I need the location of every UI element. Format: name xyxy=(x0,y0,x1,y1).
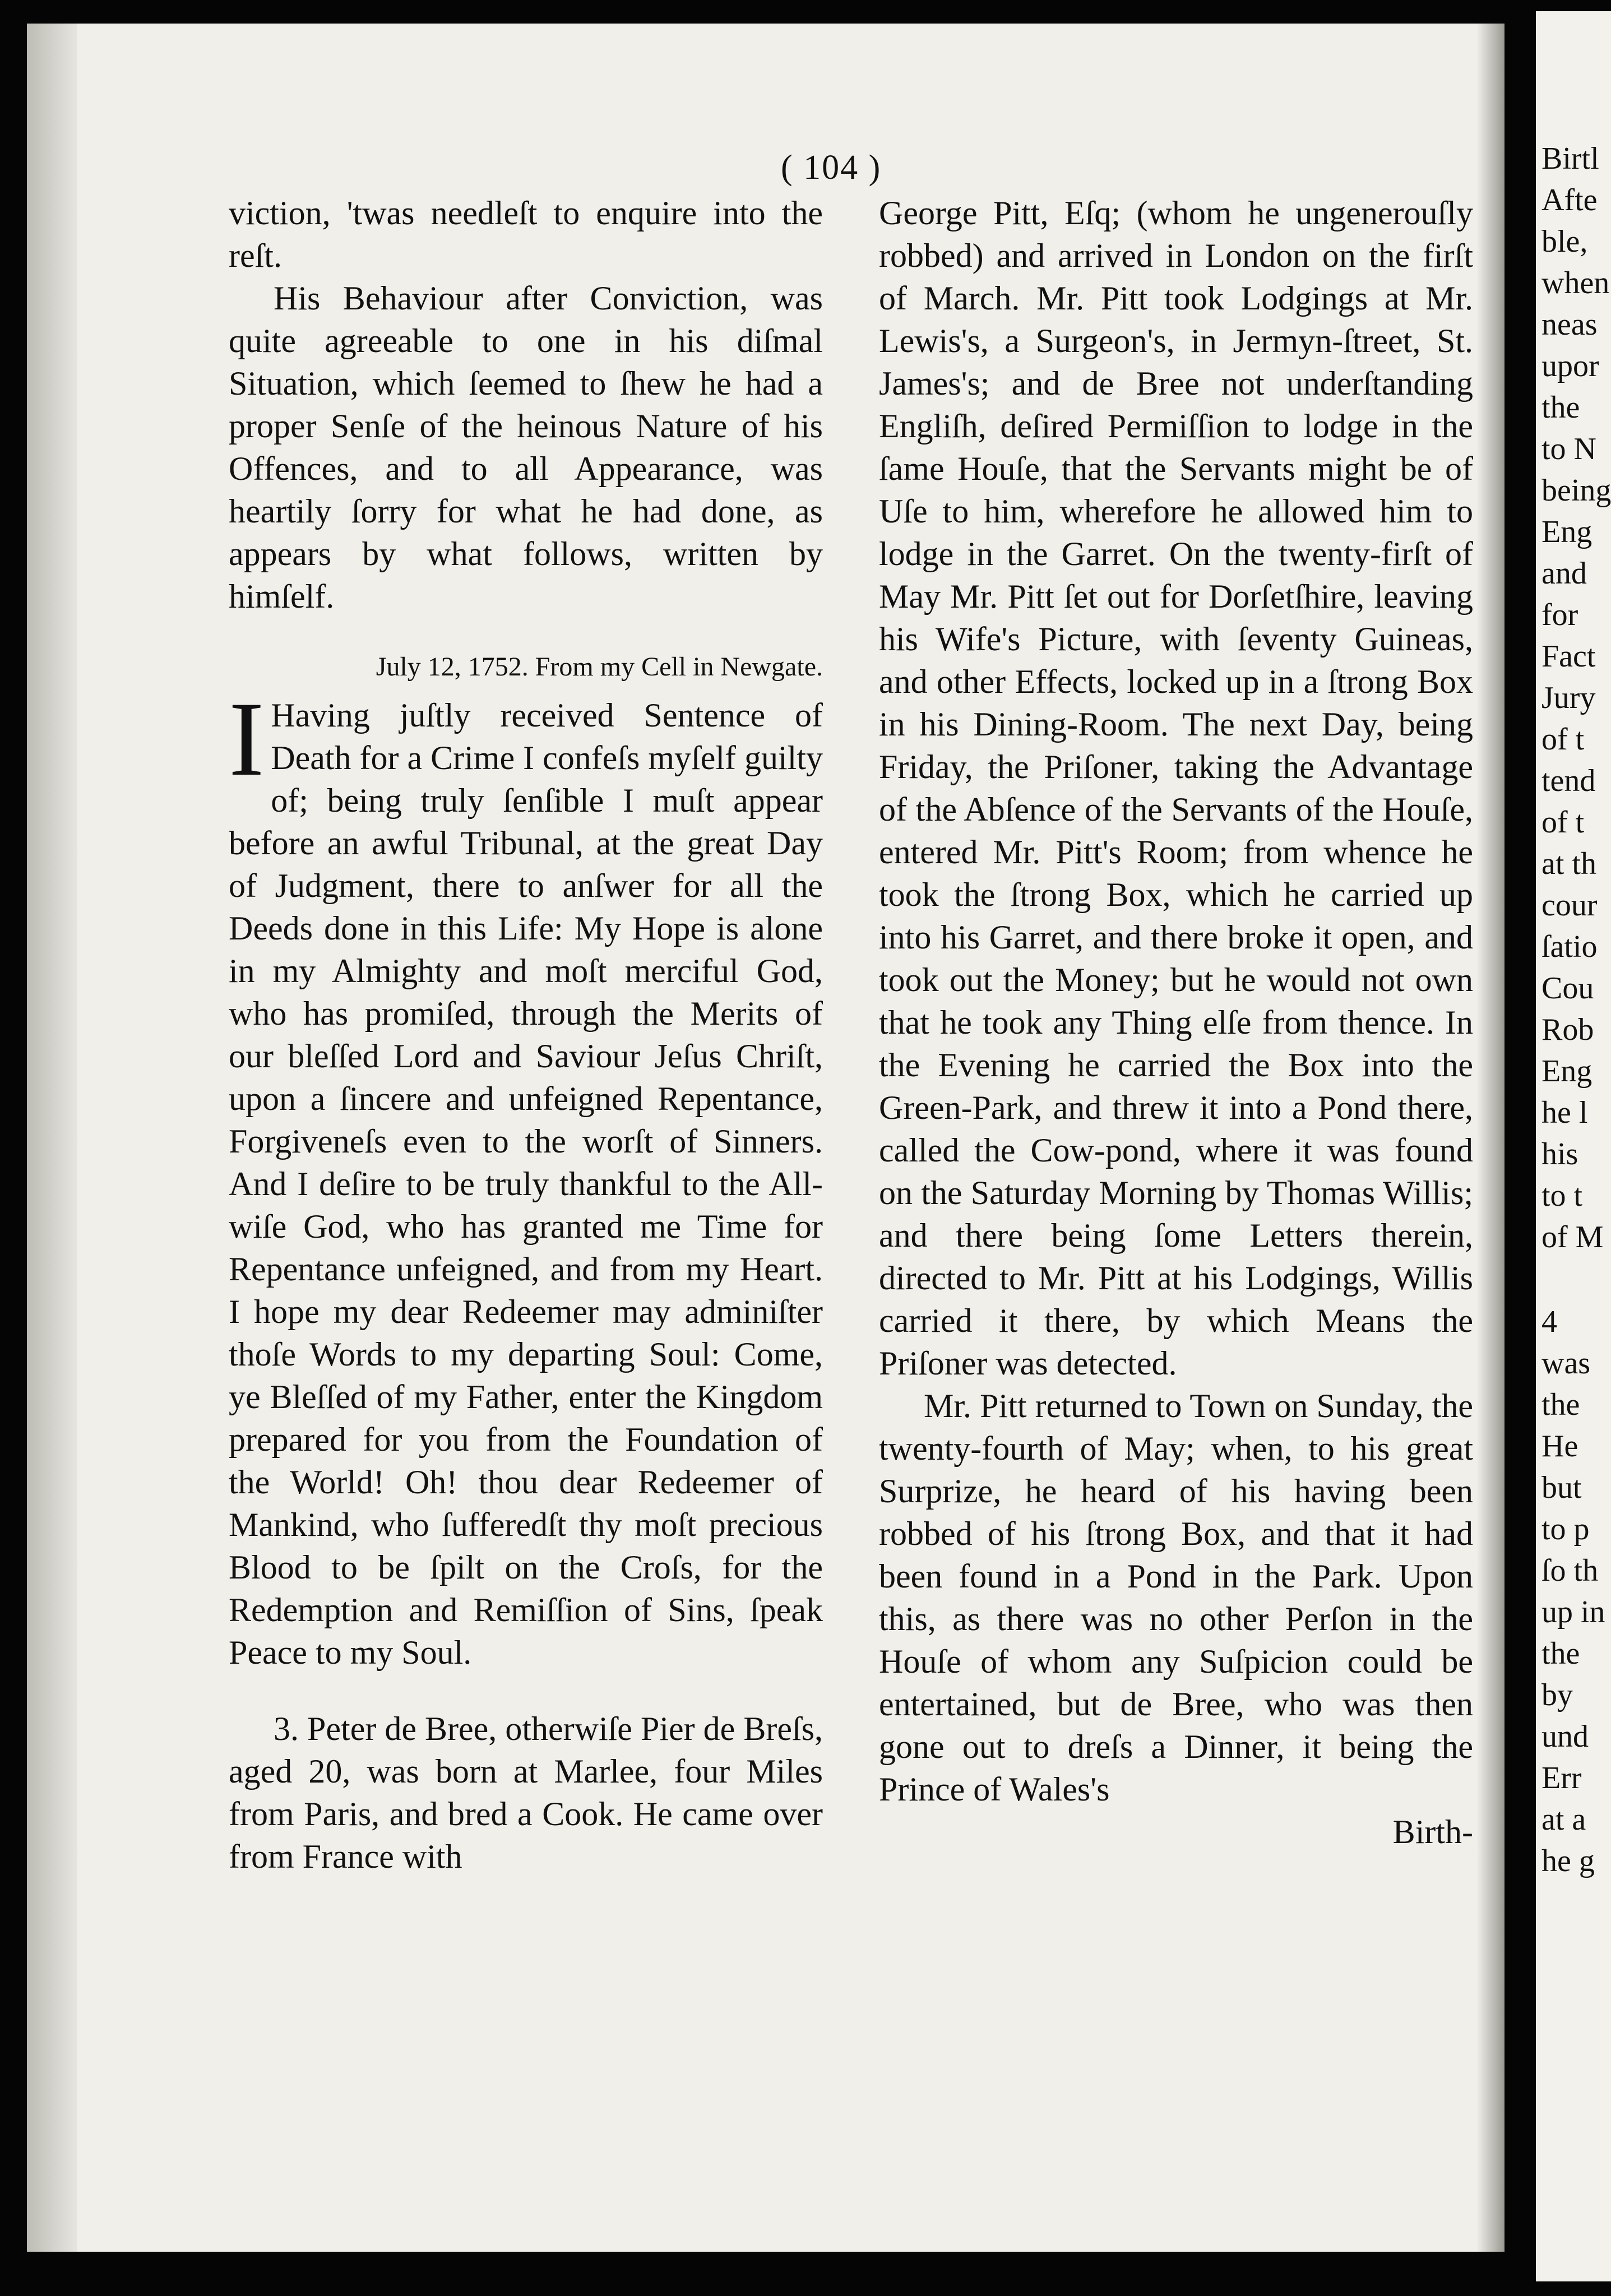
facing-text-fragment: being xyxy=(1541,473,1611,508)
facing-text-fragment: ble, xyxy=(1541,224,1588,259)
letter-body: IHaving juſtly received Sentence of Death for a Crime I confeſs myſelf guilty of; being truly ſenſible I muſt appear before an awful Tribunal, at the great Day of Judgment, there to anſwer for all the Deeds done in this Life: My Hope is alone in my Almighty and moſt merciful God, who has promiſed, through the Merits of our bleſſed Lord and Saviour Jeſus Chriſt, upon a ſincere and unfeigned Repentance, Forgiveneſs even to the worſt of Sinners. And I deſire to be truly thankful to the All-wiſe God, who has granted me Time for Repentance unfeigned, and from my Heart. I hope my dear Redeemer may adminiſter thoſe Words to my departing Soul: Come, ye Bleſſed of my Father, enter the Kingdom prepared for you from the Foundation of the World! Oh! thou dear Redeemer of Mankind, who ſufferedſt thy moſt precious Blood to be ſpilt on the Croſs, for the Redemption and Remiſſion of Sins, ſpeak Peace to my Soul. xyxy=(229,681,823,1671)
facing-text-fragment: the xyxy=(1541,1387,1580,1422)
left-text-column xyxy=(229,192,823,1878)
paragraph: His Behaviour after Conviction, was quite agreeable to one in his diſmal Situation, which ſeemed to ſhew he had a proper Senſe of the heinous Nature of his Offences, and to all Appearance, was heartily ſorry for what he had done, as appears by what follows, written by himſelf. xyxy=(229,280,823,615)
facing-text-fragment: Jury xyxy=(1541,681,1596,715)
facing-text-fragment: his xyxy=(1541,1137,1578,1172)
facing-text-fragment: 4 xyxy=(1541,1304,1557,1339)
facing-text-fragment: of t xyxy=(1541,722,1585,757)
paragraph: Mr. Pitt returned to Town on Sunday, the twenty-fourth of May; when, to his great Surprize, he heard of his having been robbed of his ſtrong Box, and that it had been found in a Pond in the Park. Upon this, as there was no other Perſon in the Houſe of whom any Suſpicion could be entertained, but de Bree, who was then gone out to dreſs a Dinner, it being the Prince of Wales's xyxy=(879,1387,1473,1808)
facing-text-fragment: ſo th xyxy=(1541,1553,1599,1588)
page-number: ( 104 ) xyxy=(781,149,882,187)
facing-text-fragment: upor xyxy=(1541,349,1599,383)
facing-text-fragment: for xyxy=(1541,598,1578,632)
facing-text-fragment: tend xyxy=(1541,763,1596,798)
facing-text-fragment: Cou xyxy=(1541,971,1594,1006)
facing-text-fragment: He xyxy=(1541,1429,1578,1464)
facing-text-fragment: Eng xyxy=(1541,515,1593,549)
facing-text-fragment: of M xyxy=(1541,1220,1604,1255)
facing-text-fragment: Afte xyxy=(1541,183,1598,217)
facing-text-fragment: by xyxy=(1541,1678,1573,1712)
facing-text-fragment: the xyxy=(1541,1636,1580,1671)
paragraph: 3. Peter de Bree, otherwiſe Pier de Breſs, aged 20, was born at Marlee, four Miles from Paris, and bred a Cook. He came over from France with xyxy=(229,1710,823,1875)
facing-text-fragment: Rob xyxy=(1541,1012,1594,1047)
facing-text-fragment: of t xyxy=(1541,805,1585,840)
facing-text-fragment: but xyxy=(1541,1470,1582,1505)
facing-text-fragment: at a xyxy=(1541,1802,1586,1837)
catchword: Birth- xyxy=(1392,1813,1473,1850)
facing-text-fragment: at th xyxy=(1541,846,1596,881)
facing-text-fragment: the xyxy=(1541,390,1580,425)
book-page xyxy=(27,24,1504,2252)
facing-text-fragment: Err xyxy=(1541,1761,1582,1795)
facing-text-fragment: Eng xyxy=(1541,1054,1593,1089)
facing-text-fragment: to t xyxy=(1541,1178,1583,1213)
facing-text-fragment: ſatio xyxy=(1541,929,1598,964)
facing-text-fragment: was xyxy=(1541,1346,1591,1381)
facing-text-fragment: up in xyxy=(1541,1595,1605,1630)
facing-text-fragment: cour xyxy=(1541,888,1598,923)
right-text-column xyxy=(879,192,1473,1853)
facing-page-strip xyxy=(1536,11,1611,2281)
letter-dateline: July 12, 1752. From my Cell in Newgate. xyxy=(376,652,823,682)
facing-text-fragment: Birtl xyxy=(1541,141,1599,176)
facing-text-fragment: when xyxy=(1541,266,1610,300)
facing-text-fragment: Fact xyxy=(1541,639,1596,674)
page-edge-shadow xyxy=(27,24,77,2252)
facing-text-fragment: and xyxy=(1541,556,1587,591)
facing-text-fragment: neas xyxy=(1541,307,1598,342)
facing-text-fragment: to N xyxy=(1541,432,1596,466)
facing-text-fragment: und xyxy=(1541,1719,1589,1754)
paragraph: viction, 'twas needleſt to enquire into the reſt. xyxy=(229,195,823,274)
page-gutter-shadow xyxy=(1476,24,1504,2252)
facing-text-fragment: he l xyxy=(1541,1095,1588,1130)
facing-text-fragment: to p xyxy=(1541,1512,1590,1547)
facing-text-fragment: he g xyxy=(1541,1844,1595,1878)
paragraph: George Pitt, Eſq; (whom he ungenerouſly robbed) and arrived in London on the firſt of March. Mr. Pitt took Lodgings at Mr. Lewis's, a Surgeon's, in Jermyn-ſtreet, St. James's; and de Bree not underſtanding Engliſh, deſired Permiſſion to lodge in the ſame Houſe, that the Servants might be of Uſe to him, wherefore he allowed him to lodge in the Garret. On the twenty-firſt of May Mr. Pitt ſet out for Dorſetſhire, leaving his Wife's Picture, with ſeventy Guineas, and other Effects, locked up in a ſtrong Box in his Dining-Room. The next Day, being Friday, the Priſoner, taking the Advantage of the Abſence of the Servants of the Houſe, entered Mr. Pitt's Room; from whence he took the ſtrong Box, which he carried up into his Garret, and there broke it open, and took out the Money; but he would not own that he took any Thing elſe from thence. In the Evening he carried the Box into the Green-Park, and threw it into a Pond there, called the Cow-pond, where it was found on the Saturday Morning by Thomas Willis; and there being ſome Letters therein, directed to Mr. Pitt at his Lodgings, Willis carried it there, by which Means the Priſoner was detected. xyxy=(879,195,1473,1382)
